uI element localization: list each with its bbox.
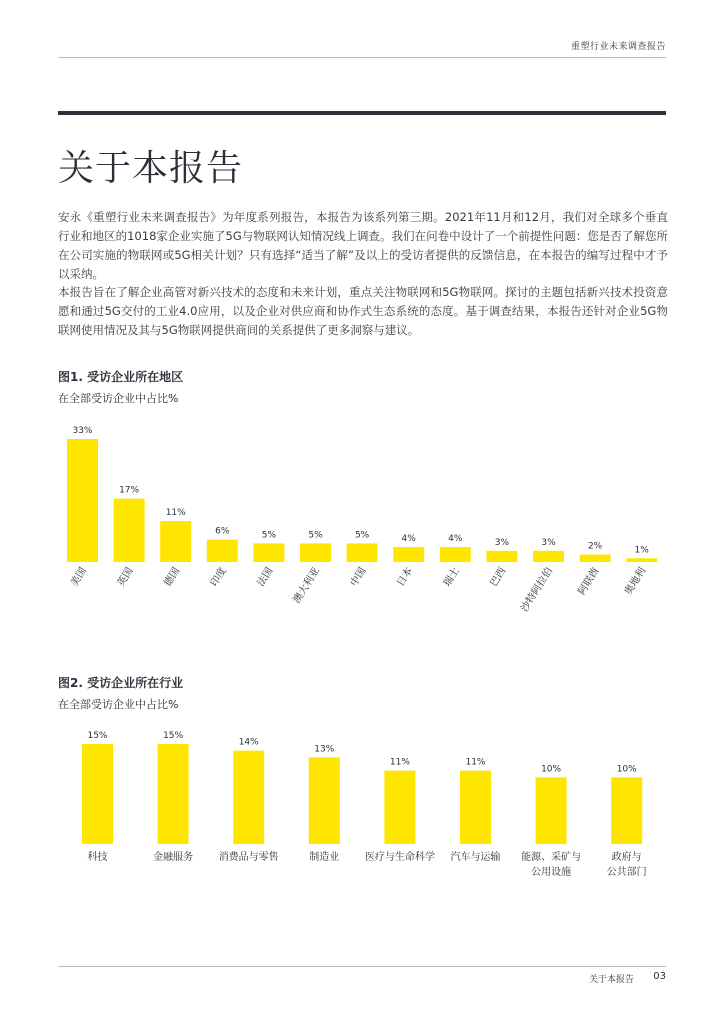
industry-bar-chart [0,720,724,895]
data-label: 11% [165,508,186,518]
category-label: 中国 [348,565,369,589]
data-label: 3% [541,537,556,548]
category-label: 制造业 [309,852,340,863]
bar [114,499,145,562]
category-label: 美国 [69,565,90,589]
category-label: 德国 [162,565,183,589]
bar [460,771,491,844]
bar [536,777,567,844]
bar [300,543,331,562]
bar [580,555,611,562]
category-label: 消费品与零售 [218,852,279,863]
bar [158,744,189,844]
header-divider [58,57,666,58]
bar [440,547,471,562]
category-label: 阿联酋 [576,565,602,598]
category-label: 科技 [87,852,108,863]
category-label: 政府与 [611,852,642,863]
data-label: 15% [163,731,184,741]
bar [309,757,340,844]
intro-paragraph: 安永《重塑行业未来调查报告》为年度系列报告，本报告为该系列第三期。2021年11月和12月，我们对全球多个垂直行业和地区的1018家企业实施了5G与物联网认知情况线上调查。我们在问卷中设计了一个前提性问题：您是否了解您所在公司实施的物联网或5G相关计划？只有选择“适当了解”及以上的受访者提供的反馈信息，在本报告的编写过程中才予以采纳。 [58,210,668,281]
category-label: 法国 [255,565,276,589]
footer-section-title: 关于本报告 [588,975,634,985]
data-label: 10% [616,764,637,775]
data-label: 4% [401,534,416,545]
category-label: 公用设施 [531,867,572,878]
category-label: 能源、采矿与 [521,852,582,863]
page-title: 关于本报告 [58,148,244,189]
category-label: 奥地利 [623,565,649,598]
figure2-title: 图2. 受访企业所在行业 [58,676,184,690]
data-label: 2% [587,541,603,552]
category-label: 汽车与运输 [450,852,501,863]
data-label: 17% [119,485,140,496]
figure1-subtitle: 在全部受访企业中占比% [58,392,179,405]
data-label: 1% [634,545,649,556]
bar [626,558,657,562]
bar [160,521,191,562]
category-label: 英国 [115,565,136,589]
data-label: 5% [308,530,323,541]
category-label: 金融服务 [153,852,194,863]
data-label: 6% [215,526,230,537]
category-label: 公共部门 [606,867,647,878]
bar [611,777,642,844]
category-label: 瑞士 [441,565,462,589]
category-label: 澳大利亚 [291,565,323,606]
data-label: 3% [494,537,510,548]
data-label: 11% [465,757,486,768]
figure2-subtitle: 在全部受访企业中占比% [58,698,179,711]
bar [486,551,517,562]
category-label: 印度 [208,565,229,589]
bar [393,547,424,562]
data-label: 4% [448,534,463,545]
intro-paragraph: 本报告旨在了解企业高管对新兴技术的态度和未来计划，重点关注物联网和5G物联网。探讨的主题包括新兴技术投资意愿和通过5G交付的工业4.0应用，以及企业对供应商和协作式生态系统的态度。基于调查结果，本报告还针对企业5G物联网使用情况及其与5G物联网提供商间的关系提供了更多洞察与建议。 [58,285,668,337]
running-header-title: 重塑行业未来调查报告 [570,42,666,52]
data-label: 5% [354,530,370,541]
data-label: 10% [541,764,562,775]
bar [82,744,113,844]
data-label: 15% [87,731,108,741]
bar [67,439,98,562]
bar [533,551,564,562]
category-label: 日本 [395,565,416,589]
category-label: 巴西 [488,565,509,589]
category-label: 沙特阿拉伯 [519,565,556,614]
data-label: 11% [389,757,410,768]
data-label: 14% [238,737,259,748]
bar [233,751,264,844]
data-label: 33% [72,426,93,436]
bar [347,543,378,562]
data-label: 5% [261,530,277,541]
bar [384,771,415,844]
category-label: 医疗与生命科学 [364,852,435,863]
page-number: 03 [653,971,666,982]
footer-divider [58,966,666,967]
figure1-title: 图1. 受访企业所在地区 [58,370,184,384]
title-accent-bar [58,111,666,115]
region-bar-chart [0,410,724,630]
bar [253,543,284,562]
data-label: 13% [314,744,335,755]
bar [207,540,238,562]
